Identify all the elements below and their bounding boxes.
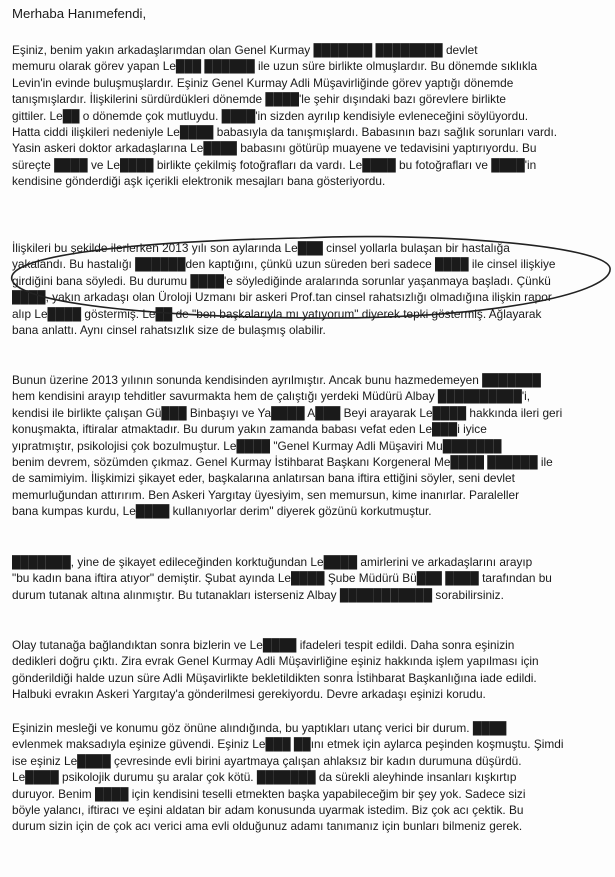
paragraph-complaint: [12, 554, 598, 603]
letter-greeting: Merhaba Hanımefendi,: [12, 6, 147, 21]
paragraph-line: yıpratmıştır, psikolojisi çok bozulmuştur. Le████ "Genel Kurmay Adli Müşaviri Mu███████: [12, 438, 502, 453]
paragraph-line: Bunun üzerine 2013 yılının sonunda kendisinden ayrılmıştır. Ancak bunu hazmedemeyen ███████: [12, 373, 541, 387]
paragraph-line: gönderildiği halde uzun süre Adli Müşavirlikte bekletildikten sonra İstihbarat Başkanlığına iade edildi.: [12, 670, 537, 685]
paragraph-conclusion: [12, 720, 598, 835]
paragraph-line: yakalandı. Bu hastalığı ██████den kaptığını, çünkü uzun süreden beri sadece ████ ile cinsel ilişkiye: [12, 257, 556, 272]
paragraph-illness: [12, 240, 598, 338]
paragraph-line: Eşiniz, benim yakın arkadaşlarımdan olan Genel Kurmay ███████ ████████ devlet: [12, 43, 478, 57]
paragraph-line: "bu kadın bana iftira atıyor" demiştir. Şubat ayında Le████ Şube Müdürü Bü███ ████ tarafından bu: [12, 571, 552, 586]
paragraph-line: İlişkileri bu şekilde ilerlerken 2013 yılı son aylarında Le███ cinsel yollarla bulaşan bir hastalığa: [12, 241, 510, 255]
paragraph-line: duruyor. Benim ████ için kendisini teselli etmekten başka yapabileceğim bir şey yok. Sadece sizi: [12, 786, 526, 801]
paragraph-line: hem kendisini arayıp tehditler savurmakta hem de çalıştığı yerdeki Müdürü Albay ██████████'i,: [12, 389, 531, 404]
paragraph-line: durum tutanak altına alınmıştır. Bu tutanakları isterseniz Albay ███████████ sorabilirsiniz.: [12, 587, 504, 602]
paragraph-line: Hatta ciddi ilişkileri nedeniyle Le████ babasıyla da tanışmışlardı. Babasının bazı sağlık sorunları vardı.: [12, 125, 558, 140]
paragraph-line: bana anlattı. Aynı cinsel rahatsızlık size de bulaşmış olabilir.: [12, 323, 326, 338]
paragraph-line: Olay tutanağa bağlandıktan sonra bizlerin ve Le████ ifadeleri tespit edildi. Daha sonra eşinizin: [12, 638, 515, 652]
paragraph-threats: [12, 372, 598, 520]
paragraph-line: ████, yakın arkadaşı olan Üroloji Uzmanı bir askeri Prof.tan cinsel rahatsızlığı olmadığına ilişkin rapor: [12, 290, 552, 305]
paragraph-line: durum sizin için de çok acı verici ama evli olduğunuz adamı tanımanız için bunları bilmeniz gerek.: [12, 819, 523, 834]
paragraph-line: de samimiyim. İlişkimizi şikayet eder, başkalarına anlatırsan bana iftira ettiğini söyler, seni devlet: [12, 471, 515, 486]
paragraph-line: benim devrem, sözümden çıkmaz. Genel Kurmay İstihbarat Başkanı Korgeneral Me████ ██████ ile: [12, 455, 553, 470]
paragraph-line: memuru olarak görev yapan Le███ ██████ ile uzun süre birlikte olmuşlardır. Bu dönemde sıklıkla: [12, 59, 538, 74]
paragraph-line: ███████, yine de şikayet edileceğinden korktuğundan Le████ amirlerini ve arkadaşlarını arayıp: [12, 555, 533, 569]
paragraph-line: bana kumpas kurdu, Le████ kullanıyorlar derim" diyerek gözünü korkutmuştur.: [12, 504, 432, 519]
paragraph-investigation: [12, 637, 598, 703]
paragraph-line: alıp Le████ göstermiş. Le██ de "ben başkalarıyla mı yatıyorum" diyerek tepki göstermiş. Ağlayarak: [12, 306, 542, 321]
paragraph-line: evlenmek maksadıyla eşinize güvendi. Eşiniz Le███ ██ını etmek için aylarca peşinden koşmuştu. Şimdi: [12, 737, 564, 752]
paragraph-line: böyle yalancı, iftiracı ve eşini aldatan bir adam konusunda uyarmak istedim. Biz çok acı çektik. Bu: [12, 803, 524, 818]
paragraph-line: dedikleri doğru çıktı. Zira evrak Genel Kurmay Adli Müşavirliğine eşiniz hakkında işlem yapılması için: [12, 654, 539, 669]
paragraph-line: Eşinizin mesleği ve konumu göz önüne alındığında, bu yaptıkları utanç verici bir durum. ████: [12, 721, 507, 735]
paragraph-line: Yasin askeri doktor arkadaşlarına Le████ babasını götürüp muayene ve tedavisini yaptırıyordu. Bu: [12, 141, 537, 156]
paragraph-line: kendisine gönderdiği aşk içerikli elektronik mesajları bana gösteriyordu.: [12, 174, 386, 189]
paragraph-line: gittiler. Le██ o dönemde çok mutluydu. ████'in sizden ayrılıp kendisiyle evleneceğini söylüyordu.: [12, 108, 529, 123]
paragraph-line: konuşmakta, iftiralar atmaktadır. Bu durum yakın zamanda babası vefat eden Le███i iyice: [12, 422, 487, 437]
paragraph-line: memurluğundan attırırım. Ben Askeri Yargıtay üyesiyim, sen memursun, kime inanırlar. Paraleller: [12, 487, 520, 502]
paragraph-line: kendisi ile birlikte çalışan Gü███ Binbaşıyı ve Ya████ A███ Beyi arayarak Le████ hakkında ileri geri: [12, 405, 563, 420]
paragraph-relationship: [12, 42, 598, 190]
paragraph-line: tanışmışlardır. İlişkilerini sürdürdükleri dönemde ████'le şehir dışındaki bazı görevlere birlikte: [12, 92, 506, 107]
paragraph-line: Levin'in evinde buluşmuşlardır. Eşiniz Genel Kurmay Adli Müşavirliğinde görev yaptığı dönemde: [12, 75, 514, 90]
paragraph-line: ise eşiniz Le████ çevresinde evli birini ayartmaya çalışan ahlaksız bir kadın durumuna düşürdü.: [12, 753, 522, 768]
paragraph-line: girdiğini bana söyledi. Bu durumu ████'e söylediğinde aralarında sorunlar yaşanmaya başladı. Çünkü: [12, 273, 551, 288]
paragraph-line: Halbuki evrakın Askeri Yargıtay'a gönderilmesi gerekiyordu. Devre arkadaşı eşinizi korudu.: [12, 687, 486, 702]
paragraph-line: süreçte ████ ve Le████ birlikte çekilmiş fotoğrafları da vardı. Le████ bu fotoğrafları ve ████'in: [12, 157, 537, 172]
paragraph-line: Le████ psikolojik durumu şu aralar çok kötü. ███████ da sürekli aleyhinde insanları kışkırtıp: [12, 770, 517, 785]
